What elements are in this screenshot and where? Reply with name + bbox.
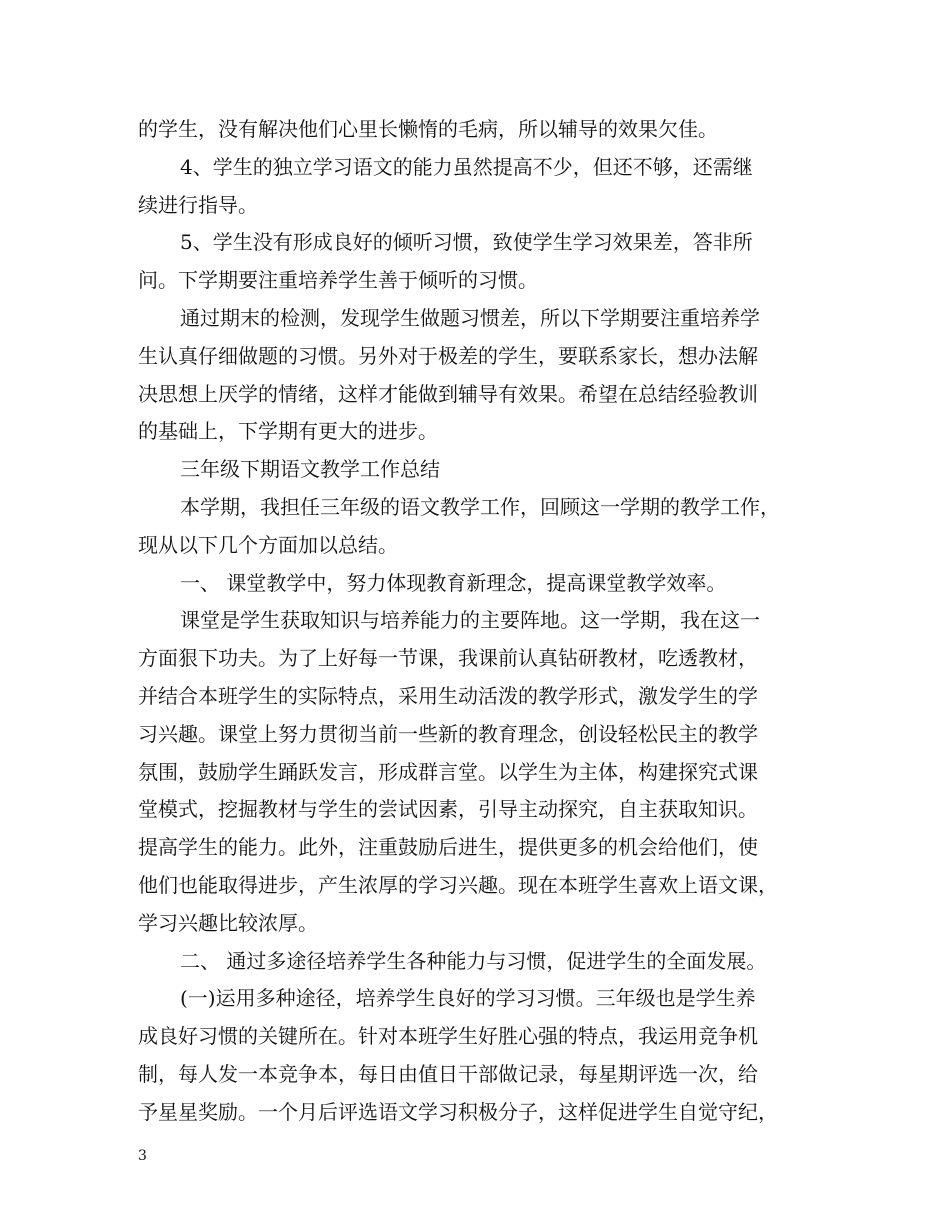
text-line: 的学生，没有解决他们心里长懒惰的毛病，所以辅导的效果欠佳。 — [138, 117, 718, 141]
text-line: (一)运用多种途径，培养学生良好的学习习惯。三年级也是学生养 — [180, 986, 756, 1011]
text-line: 通过期末的检测，发现学生做题习惯差，所以下学期要注重培养学 — [180, 305, 760, 330]
text-line: 续进行指导。 — [138, 192, 258, 217]
page-number: 3 — [138, 1148, 147, 1164]
text-line: 堂模式，挖掘教材与学生的尝试因素，引导主动探究，自主获取知识。 — [138, 797, 758, 822]
document-body — [138, 111, 818, 1132]
text-line: 的基础上，下学期有更大的进步。 — [138, 419, 438, 444]
text-line: 课堂是学生获取知识与培养能力的主要阵地。这一学期，我在这一 — [180, 608, 760, 633]
text-line: 生认真仔细做题的习惯。另外对于极差的学生，要联系家长，想办法解 — [138, 343, 758, 368]
text-line: 他们也能取得进步，产生浓厚的学习兴趣。现在本班学生喜欢上语文课， — [138, 872, 778, 897]
text-line: 制，每人发一本竞争本，每日由值日干部做记录，每星期评选一次，给 — [138, 1061, 758, 1086]
text-line: 现从以下几个方面加以总结。 — [138, 532, 398, 557]
text-line: 方面狠下功夫。为了上好每一节课，我课前认真钻研教材，吃透教材， — [138, 646, 758, 671]
text-line: 习兴趣。课堂上努力贯彻当前一些新的教育理念，创设轻松民主的教学 — [138, 721, 758, 746]
text-line: 学习兴趣比较浓厚。 — [138, 910, 318, 935]
text-line: 二、 通过多途径培养学生各种能力与习惯，促进学生的全面发展。 — [180, 948, 767, 973]
text-line: 5、学生没有形成良好的倾听习惯，致使学生学习效果差，答非所 — [180, 230, 753, 255]
text-line: 4、学生的独立学习语文的能力虽然提高不少，但还不够，还需继 — [180, 154, 753, 179]
text-line: 一、 课堂教学中，努力体现教育新理念，提高课堂教学效率。 — [180, 570, 727, 595]
text-line: 成良好习惯的关键所在。针对本班学生好胜心强的特点，我运用竞争机 — [138, 1024, 758, 1049]
text-line: 予星星奖励。一个月后评选语文学习积极分子，这样促进学生自觉守纪， — [138, 1099, 778, 1124]
text-line: 决思想上厌学的情绪，这样才能做到辅导有效果。希望在总结经验教训 — [138, 381, 758, 406]
text-line: 本学期，我担任三年级的语文教学工作，回顾这一学期的教学工作， — [180, 494, 780, 519]
text-line: 氛围，鼓励学生踊跃发言，形成群言堂。以学生为主体，构建探究式课 — [138, 759, 758, 784]
text-line: 问。下学期要注重培养学生善于倾听的习惯。 — [138, 268, 538, 293]
text-line: 提高学生的能力。此外，注重鼓励后进生，提供更多的机会给他们，使 — [138, 835, 758, 860]
text-line: 三年级下期语文教学工作总结 — [180, 457, 440, 482]
text-line: 并结合本班学生的实际特点，采用生动活泼的教学形式，激发学生的学 — [138, 683, 758, 708]
